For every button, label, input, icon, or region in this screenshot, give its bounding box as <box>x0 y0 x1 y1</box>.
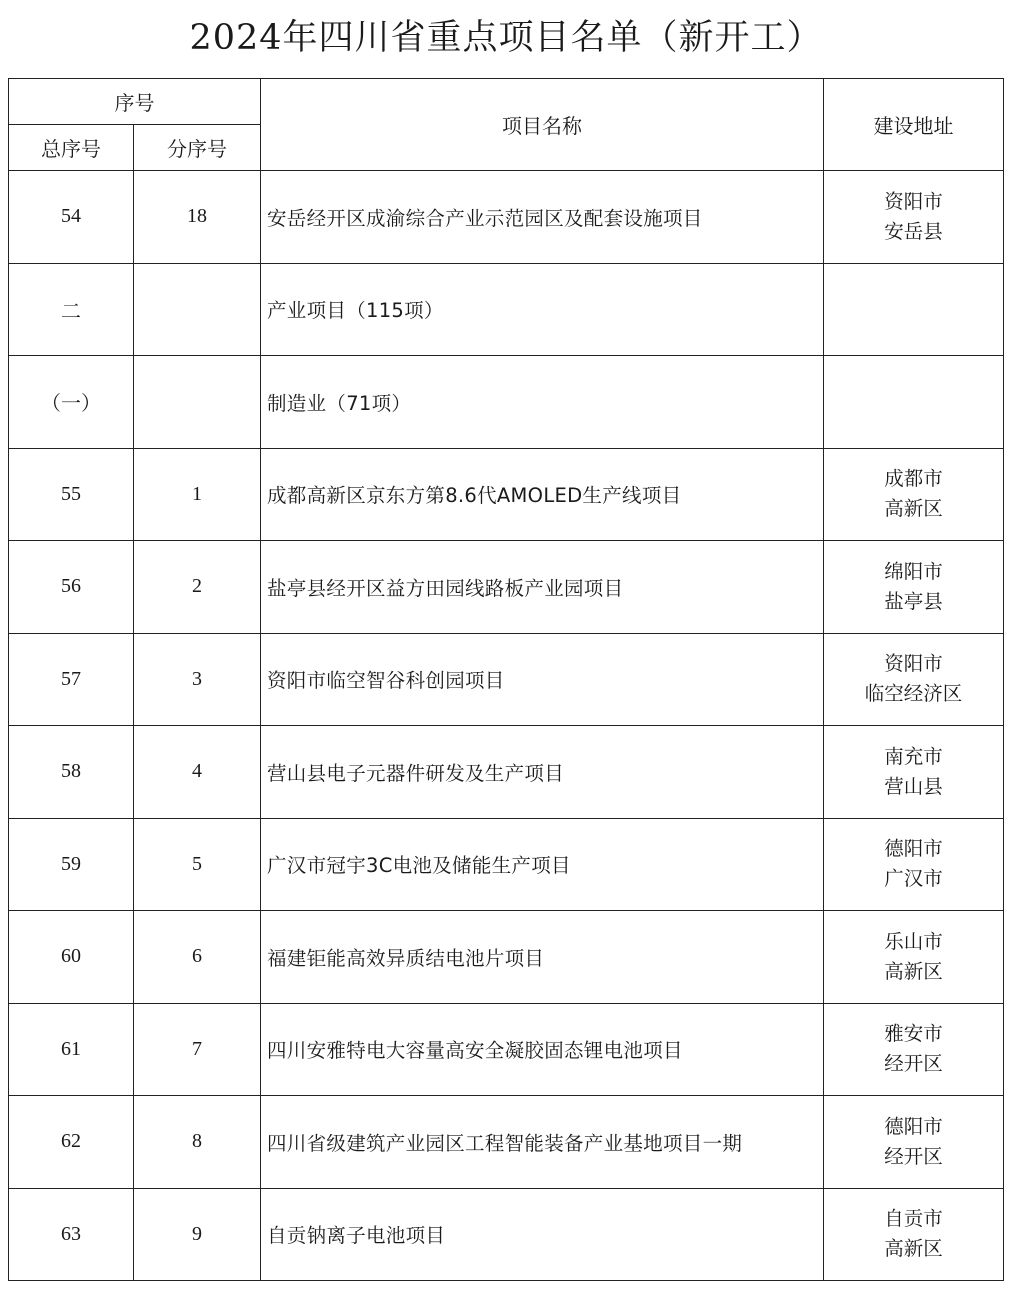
address-district: 安岳县 <box>884 219 943 243</box>
address-cell <box>824 448 1004 541</box>
sub-seq-cell: 4 <box>134 726 261 819</box>
sub-seq-cell <box>134 356 261 449</box>
table-row <box>9 818 1004 911</box>
table-row <box>9 911 1004 1004</box>
address-district: 盐亭县 <box>884 589 943 613</box>
sub-seq-cell: 2 <box>134 541 261 634</box>
total-seq-cell: 62 <box>9 1096 134 1189</box>
address-cell <box>824 726 1004 819</box>
address-cell <box>824 911 1004 1004</box>
total-seq-cell: 56 <box>9 541 134 634</box>
total-seq-cell: 57 <box>9 633 134 726</box>
project-name-cell: 营山县电子元器件研发及生产项目 <box>261 726 824 819</box>
sub-seq-cell: 6 <box>134 911 261 1004</box>
address-city: 资阳市 <box>884 189 943 213</box>
address-city: 绵阳市 <box>884 559 943 583</box>
project-name-cell: 四川省级建筑产业园区工程智能装备产业基地项目一期 <box>261 1096 824 1189</box>
project-name-cell: 制造业（71项） <box>261 356 824 449</box>
sub-seq-cell: 8 <box>134 1096 261 1189</box>
table-row <box>9 541 1004 634</box>
address-city: 德阳市 <box>884 837 943 861</box>
total-seq-cell: （一） <box>9 356 134 449</box>
address-cell <box>824 633 1004 726</box>
address-cell <box>824 356 1004 449</box>
sub-seq-cell: 18 <box>134 171 261 264</box>
address-city: 资阳市 <box>884 652 943 676</box>
address-district: 高新区 <box>884 959 943 983</box>
project-name-cell: 四川安雅特电大容量高安全凝胶固态锂电池项目 <box>261 1003 824 1096</box>
project-name-cell: 成都高新区京东方第8.6代AMOLED生产线项目 <box>261 448 824 541</box>
table-row <box>9 726 1004 819</box>
header-sub-seq: 分序号 <box>134 125 261 171</box>
project-name-cell: 自贡钠离子电池项目 <box>261 1188 824 1281</box>
address-district: 高新区 <box>884 497 943 521</box>
total-seq-cell: 60 <box>9 911 134 1004</box>
address-district: 高新区 <box>884 1237 943 1261</box>
address-district: 广汉市 <box>884 867 943 891</box>
sub-seq-cell <box>134 263 261 356</box>
address-cell <box>824 263 1004 356</box>
address-cell <box>824 1096 1004 1189</box>
address-cell <box>824 1188 1004 1281</box>
header-project-name: 项目名称 <box>261 79 824 171</box>
total-seq-cell: 54 <box>9 171 134 264</box>
table-row <box>9 356 1004 449</box>
address-city: 自贡市 <box>884 1207 943 1231</box>
page-title: 2024年四川省重点项目名单（新开工） <box>189 18 823 58</box>
address-city: 南充市 <box>884 744 943 768</box>
total-seq-cell: 55 <box>9 448 134 541</box>
project-table <box>8 78 1004 1281</box>
project-name-cell: 福建钜能高效异质结电池片项目 <box>261 911 824 1004</box>
table-row <box>9 633 1004 726</box>
header-total-seq: 总序号 <box>9 125 134 171</box>
total-seq-cell: 61 <box>9 1003 134 1096</box>
sub-seq-cell: 1 <box>134 448 261 541</box>
table-row <box>9 263 1004 356</box>
address-city: 乐山市 <box>884 929 943 953</box>
sub-seq-cell: 5 <box>134 818 261 911</box>
project-name-cell: 安岳经开区成渝综合产业示范园区及配套设施项目 <box>261 171 824 264</box>
address-district: 临空经济区 <box>864 682 963 706</box>
header-seq-group: 序号 <box>9 79 261 125</box>
address-city: 成都市 <box>884 467 943 491</box>
table-row <box>9 1096 1004 1189</box>
address-district: 经开区 <box>884 1052 943 1076</box>
address-city: 雅安市 <box>884 1022 943 1046</box>
total-seq-cell: 58 <box>9 726 134 819</box>
project-name-cell: 广汉市冠宇3C电池及储能生产项目 <box>261 818 824 911</box>
sub-seq-cell: 7 <box>134 1003 261 1096</box>
address-cell <box>824 171 1004 264</box>
sub-seq-cell: 9 <box>134 1188 261 1281</box>
total-seq-cell: 二 <box>9 263 134 356</box>
table-row <box>9 171 1004 264</box>
sub-seq-cell: 3 <box>134 633 261 726</box>
table-row <box>9 448 1004 541</box>
address-cell <box>824 818 1004 911</box>
address-district: 经开区 <box>884 1144 943 1168</box>
total-seq-cell: 59 <box>9 818 134 911</box>
header-address: 建设地址 <box>824 79 1004 171</box>
total-seq-cell: 63 <box>9 1188 134 1281</box>
table-row <box>9 1188 1004 1281</box>
project-name-cell: 产业项目（115项） <box>261 263 824 356</box>
project-name-cell: 资阳市临空智谷科创园项目 <box>261 633 824 726</box>
project-name-cell: 盐亭县经开区益方田园线路板产业园项目 <box>261 541 824 634</box>
address-cell <box>824 1003 1004 1096</box>
address-district: 营山县 <box>884 774 943 798</box>
table-row <box>9 1003 1004 1096</box>
address-cell <box>824 541 1004 634</box>
address-city: 德阳市 <box>884 1114 943 1138</box>
